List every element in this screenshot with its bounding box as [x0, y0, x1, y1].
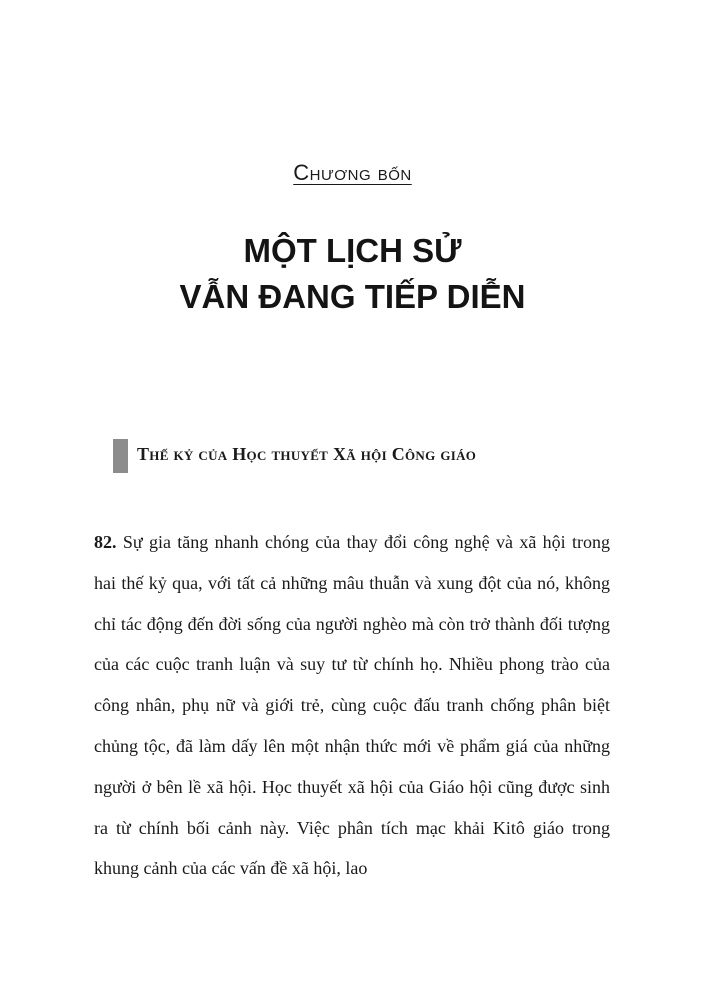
section-heading: Thế kỷ của Học thuyết Xã hội Công giáo	[137, 444, 477, 464]
chapter-title	[0, 228, 705, 320]
body-paragraph	[94, 522, 610, 889]
chapter-title-line-2: VẪN ĐANG TIẾP DIỄN	[179, 278, 526, 315]
chapter-title-line-1: MỘT LỊCH SỬ	[243, 232, 462, 269]
paragraph-text: Sự gia tăng nhanh chóng của thay đổi công nghệ và xã hội trong hai thế kỷ qua, với tất cả những mâu thuẫn và xung đột của nó, không chỉ tác động đến đời sống của người nghèo mà còn trở thành đối tượng của các cuộc tranh luận và suy tư từ chính họ. Nhiều phong trào của công nhân, phụ nữ và giới trẻ, cùng cuộc đấu tranh chống phân biệt chủng tộc, đã làm dấy lên một nhận thức mới về phẩm giá của những người ở bên lề xã hội. Học thuyết xã hội của Giáo hội cũng được sinh ra từ chính bối cảnh này. Việc phân tích mạc khải Kitô giáo trong khung cảnh của các vấn đề xã hội, lao	[94, 532, 610, 879]
chapter-label: Chương bốn	[293, 160, 412, 185]
paragraph-number: 82.	[94, 532, 117, 552]
section-marker-bar	[113, 439, 128, 473]
